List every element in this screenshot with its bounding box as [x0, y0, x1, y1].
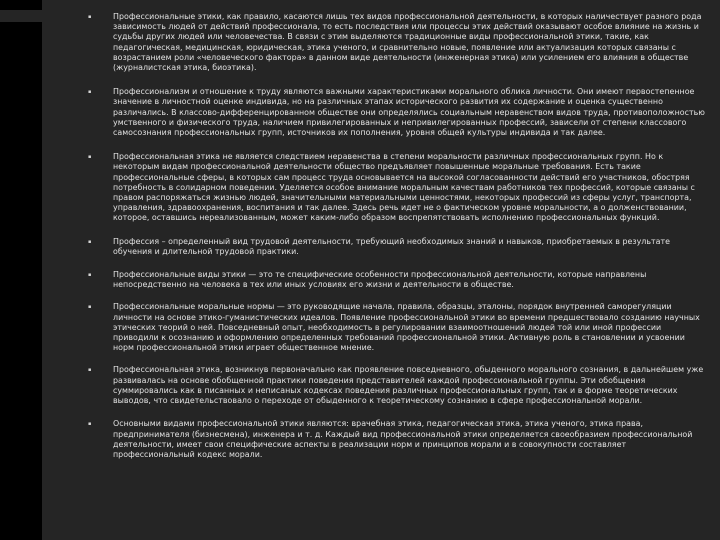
bullet-icon: ▪: [88, 89, 92, 96]
bullet-text: Профессиональная этика, возникнув первоначально как проявление повседневного, обыденного морального сознания, в дальнейшем уже развивалась на основе обобщенной практики поведения представителей каждой профессиональной группы. Эти обобщения суммировались как в писанных и неписаных кодексах поведения различных профессиональных групп, так и в форме теоретических выводов, что свидетельствовало о переходе от обыденного к теоретическому сознанию в сфере профессиональной морали.: [113, 365, 704, 406]
bullet-list: [76, 12, 706, 460]
bullet-icon: ▪: [88, 272, 92, 279]
bullet-item: [76, 152, 706, 223]
bullet-text: Профессия – определенный вид трудовой деятельности, требующий необходимых знаний и навыков, приобретаемых в результате обучения и длительной трудовой практики.: [113, 236, 670, 256]
bullet-icon: ▪: [88, 154, 92, 161]
bullet-item: [76, 270, 706, 290]
bullet-text: Основными видами профессиональной этики являются: врачебная этика, педагогическая этика, этика ученого, этика права, предпринимателя (бизнесмена), инженера и т. д. Каждый вид профессиональной этики определяется своеобразием профессиональной деятельности, имеет свои специфические аспекты в реализации норм и принципов морали и в совокупности составляет профессиональный кодекс морали.: [113, 419, 693, 459]
bullet-text: Профессиональные моральные нормы — это руководящие начала, правила, образцы, эталоны, порядок внутренней саморегуляции личности на основе этико-гуманистических идеалов. Появление профессиональной этики во времени предшествовало созданию научных этических теорий о ней. Повседневный опыт, необходимость в регулировании взаимоотношений людей той или иной профессии приводили к осознанию и оформлению определенных требований профессиональной этики. Активную роль в становлении и усвоении норм профессиональной этики играет общественное мнение.: [113, 302, 700, 353]
bullet-item: [76, 302, 706, 353]
bullet-icon: ▪: [88, 367, 92, 374]
left-accent-bar-top: [0, 0, 42, 10]
bullet-item: [76, 419, 706, 460]
bullet-icon: ▪: [88, 14, 92, 20]
bullet-icon: ▪: [88, 304, 92, 311]
bullet-item: [76, 87, 706, 138]
bullet-item: [76, 365, 706, 406]
bullet-icon: ▪: [88, 421, 92, 428]
bullet-item: [76, 237, 706, 257]
bullet-item: [76, 12, 706, 73]
bullet-text: Профессиональные этики, как правило, касаются лишь тех видов профессиональной деятельности, в которых наличествует разного рода зависимость людей от действий профессионала, то есть последствия или процессы этих действий оказывают особое влияние на жизнь и судьбы других людей или человечества. В связи с этим выделяются традиционные виды профессиональной этики, такие, как педагогическая, медицинская, юридическая, этика ученого, и сравнительно новые, появление или актуализация которых связаны с возрастанием роли «человеческого фактора» в данном виде деятельности (инженерная этика) или усилением его влияния в обществе (журналистская этика, биоэтика).: [113, 12, 702, 73]
left-accent-bar: [0, 22, 42, 540]
bullet-text: Профессионализм и отношение к труду являются важными характеристиками морального облика личности. Они имеют первостепенное значение в личностной оценке индивида, но на различных этапах исторического развития их содержание и оценка существенно различались. В классово-дифференцированном обществе они определялись социальным неравенством видов труда, противоположностью умственного и физического труда, наличием привилегированных и непривилегированных профессий, зависели от степени классового самосознания профессиональных групп, источников их пополнения, уровня общей культуры индивида и так далее.: [113, 87, 705, 138]
bullet-text: Профессиональные виды этики — это те специфические особенности профессиональной деятельности, которые направлены непосредственно на человека в тех или иных условиях его жизни и деятельности в обществе.: [113, 270, 647, 290]
bullet-icon: ▪: [88, 238, 92, 245]
bullet-text: Профессиональная этика не является следствием неравенства в степени моральности различных профессиональных групп. Но к некоторым видам профессиональной деятельности общество предъявляет повышенные моральные требования. Есть такие профессиональные сферы, в которых сам процесс труда основывается на высокой согласованности действий его участников, обостряя потребность в солидарном поведении. Уделяется особое внимание моральным качествам работников тех профессий, которые связаны с правом распоряжаться жизнью людей, значительными материальными ценностями, некоторых профессий из сферы услуг, транспорта, управления, здравоохранения, воспитания и так далее. Здесь речь идет не о фактическом уровне моральности, а о долженствовании, которое, оставшись нереализованным, может каким-либо образом воспрепятствовать исполнению профессиональных функций.: [113, 152, 695, 223]
